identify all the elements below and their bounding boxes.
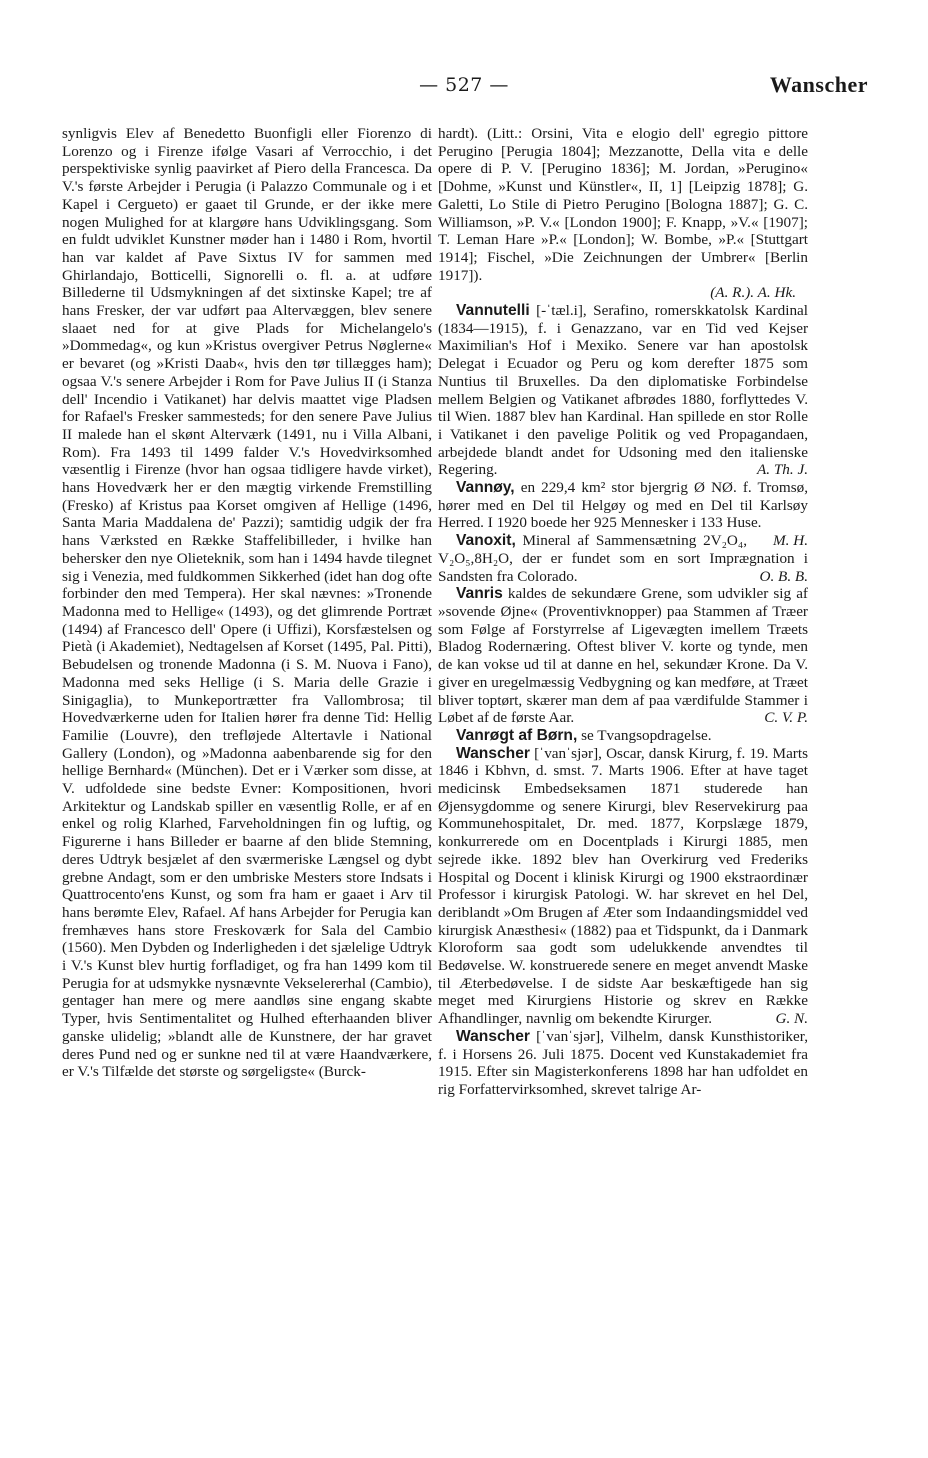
running-head: Wanscher (769, 72, 868, 97)
continuation-text (438, 125, 808, 302)
continuation-signature: (A. R.). A. Hk. (710, 284, 796, 302)
page-header (60, 74, 868, 102)
entry-vannutelli (438, 302, 808, 479)
entry-wanscher-oscar (438, 745, 808, 1028)
entry-signature: M. H. (772, 532, 808, 550)
entry-text: kaldes de sekundære Grene, som udvikler sig af »sovende Øjne« (Proventivknopper) paa Stammen af Træer som Følge af Forstyrrelse af Ligevægten imellem Træets Bladog Rodernæring. Oftest bliver V. korte og tynde, men de kan vokse ud til at danne en hel, sekundær Krone. Da V. giver en uregelmæssig Vedbygning og kan medføre, at Træet bliver toptørt, skærer man dem af paa værdifulde Stammer i Løbet af de første Aar. (438, 585, 808, 727)
entry-headword: Vanrøgt af Børn, (456, 726, 578, 744)
entry-headword: Vannøy, (456, 479, 515, 497)
entry-text: se Tvangsopdragelse. (581, 726, 712, 744)
left-column-text: synligvis Elev af Benedetto Buonfigli eller Fiorenzo di Lorenzo og i Firenze ifølge Vasari af Verrocchio, i det perspektiviske synlig paavirket af Piero della Francesca. Da V.'s første Arbejder i Perugia (i Palazzo Communale og i et Kapel i Cergueto) er gaaet til Grunde, er der ikke mere nogen Mulighed for at klargøre hans Udviklingsgang. Som en fuldt udviklet Kunstner møder han i 1480 i Rom, hvortil han var kaldet af Pave Sixtus IV for sammen med Ghirlandajo, Botticelli, Signorelli o. fl. a. at udføre Billederne til Udsmykningen af det sixtinske Kapel; tre af hans Fresker, der var udført paa Altervæggen, blev senere slaaet ned for at give Plads for Michelangelo's »Dommedag«, og kun »Kristus overgiver Petrus Nøglerne« er bevaret (og »Kristi Daab«, hvis den tør tillægges ham); ogsaa V.'s senere Arbejder i Rom for Pave Julius II (i Stanza dell' Incendio i Vatikanet) har delvis maattet vige Pladsen for Rafael's Fresker sammesteds; for den senere Pave Julius II malede han el skønt Alterværk (1491, nu i Villa Albani, Rom). Fra 1493 til 1499 falder V.'s Hovedvirksomhed væsentlig i Firenze (hvor han ogsaa tidligere havde virket), hans Hovedværk her er den mægtig virkende Fremstilling (Fresko) af Kristus paa Korset omgiven af Hellige (1496, Santa Maria Maddalena de' Pazzi); samtidig udgik der fra hans Værksted en Række Staffelibilleder, i hvilke han behersker den nye Olieteknik, som han i 1494 havde tilegnet sig i Venezia, med fuldkommen Sikkerhed (idet han dog ofte forbinder den med Tempera). Her skal nævnes: »Tronende Madonna med to Hellige« (1493), og det glimrende Portræt (1494) af Francesco dell' Opere (i Uffizi), Korsfæstelsen og Pietà (i Akademiet), Nedtagelsen af Korset (1495, Pal. Pitti), Bebudelsen og tronende Madonna (i S. M. Nuova i Fano), Madonna med seks Hellige (i S. Maria delle Grazie i Sinigaglia), to Munkeportrætter fra Vallombrosa; til Hovedværkerne uden for Italien hører fra denne Tid: Hellig Familie (Louvre), den trefløjede Altertavle i National Gallery (London), og »Madonna aabenbarende sig for den hellige Bernhard« (München). Det er i Værker som disse, at V. udfoldede sine bedste Evner: Kompositionen, hvori Arkitektur og Landskab spiller en væsentlig Rolle, er af en enkel og rolig Klarhed, Farveholdningen fin og luftig, og Figurerne i hans Billeder er baarne af den blide Stemning, deres Udtryk besjælet af den sværmeriske Længsel og dybt grebne Andagt, som er den umbriske Mesters store Indsats i Quattrocento'ens Kunst, og som fra ham er gaaet i Arv til hans berømte Elev, Rafael. Af hans Arbejder for Perugia kan fremhæves hans store Freskoværk for Sala del Cambio (1560). Men Dybden og Inderligheden i det sjælelige Udtryk i V.'s Kunst blev hurtig forfladiget, og fra han 1499 kom til Perugia for at udsmykke nysnævnte Vekselererhal (Cambio), gentager han mere og mere aandløs sine engang skabte Typer, hvis Sentimentalitet og Hulhed efterhaanden bliver ganske ulidelig; »blandt alle de Kunstnere, der har gravet deres Pund ned og er sunkne ned til at være Haandværkere, er V.'s Tilfælde det største og sørgeligste« (Burck- (62, 125, 432, 1081)
page-number: — 527 — (419, 74, 509, 96)
entry-signature: G. N. (775, 1010, 808, 1028)
right-column (438, 125, 808, 1099)
entry-signature: A. Th. J. (756, 461, 808, 479)
entry-signature: O. B. B. (759, 567, 808, 585)
entry-text: [-ˈtæl.i], Serafino, romerskkatolsk Kardinal (1834—1915), f. i Genazzano, var en Tid ved Kejser Maximilian's Hof i Mexiko. Senere var han apostolsk Delegat i Ecuador og Peru og kom derefter 1875 som Nuntius til Bruxelles. Da den diplomatiske Forbindelse mellem Belgien og Vatikanet afbrødes 1880, forflyttedes V. til Wien. 1887 blev han Kardinal. Han spillede en stor Rolle i Vatikanet i den pavelige Politik og ved Propagandaen, arbejdede blandt andet for Udsoning med den italienske Regering. (438, 302, 809, 479)
entry-wanscher-vilhelm (438, 1028, 808, 1099)
entry-headword: Vanoxit, (456, 532, 516, 550)
entry-headword: Vannutelli (456, 302, 530, 320)
entry-headword: Wanscher (456, 1027, 530, 1045)
entry-headword: Vanris (456, 585, 503, 603)
entry-headword: Wanscher (456, 744, 530, 762)
continuation-body: hardt). (Litt.: Orsini, Vita e elogio dell' egregio pittore Perugino [Perugia 1804]; Mezzanotte, Della vita e delle opere di P. V. [Perugino 1836]; M. Jordan, »Perugino« [Dohme, »Kunst und Künstler«, II, 1] [Leipzig 1878]; G. Galetti, Lo Stile di Pietro Perugino [Bologna 1887]; G. C. Williamson, »P. V.« [London 1900]; F. Knapp, »V.« [1907]; T. Leman Hare »P.« [London]; W. Bombe, »P.« [Stuttgart 1914]; Fischel, »Die Zeichnungen der Umbrer« [Berlin 1917]). (438, 125, 808, 284)
left-column (62, 125, 432, 1081)
entry-vanrogt (438, 727, 808, 745)
entry-text: [ˈvanˈsjər], Oscar, dansk Kirurg, f. 19. Marts 1846 i Kbhvn, d. smst. 7. Marts 1906. Efter at have taget medicinsk Embedseksamen 1871 studerede han Øjensygdomme og senere Kirurgi, blev Reservekirurg paa Kommunehospitalet, Dr. med. 1877, Korpslæge 1879, konkurrerede om en Docentplads i Kirurgi 1885, men sejrede ikke. 1892 blev han Overkirurg ved Frederiks Hospital og Docent i klinisk Kirurgi og 1900 ekstraordinær Professor i kirurgisk Patologi. W. har skrevet en hel Del, deriblandt »Om Brugen af Æter som Indaandingsmiddel ved kirurgisk Anæsthesi« (1882) paa et Tidspunkt, da i Danmark Kloroform saa godt som udelukkende anvendtes til Bedøvelse. W. konstruerede senere en meget anvendt Maske til Æterbedøvelse. I de sidste Aar beskæftigede han sig meget med Kirurgiens Historie og skrev en Række Afhandlinger, navnlig om bekendte Kirurger. (438, 744, 808, 1028)
entry-text: [ˈvanˈsjər], Vilhelm, dansk Kunsthistoriker, f. i Horsens 26. Juli 1875. Docent ved Kunstakademiet fra 1915. Efter sin Magisterkonferens 1898 har han udfoldet en rig Forfattervirksomhed, skrevet talrige Ar- (438, 1027, 808, 1098)
entry-text: Mineral af Sammensætning 2V₂O₄, V₂O₅,8H₂O, der er fundet som en sort Imprægnation i Sandsten fra Colorado. (438, 532, 808, 585)
entry-text: en 229,4 km² stor bjergrig Ø NØ. f. Tromsø, hører med en Del til Helgøy og med en Del til Karlsøy Herred. I 1920 boede her 925 Mennesker i 133 Huse. (438, 479, 809, 532)
entry-vanris (438, 585, 808, 727)
entry-signature: C. V. P. (764, 709, 808, 727)
